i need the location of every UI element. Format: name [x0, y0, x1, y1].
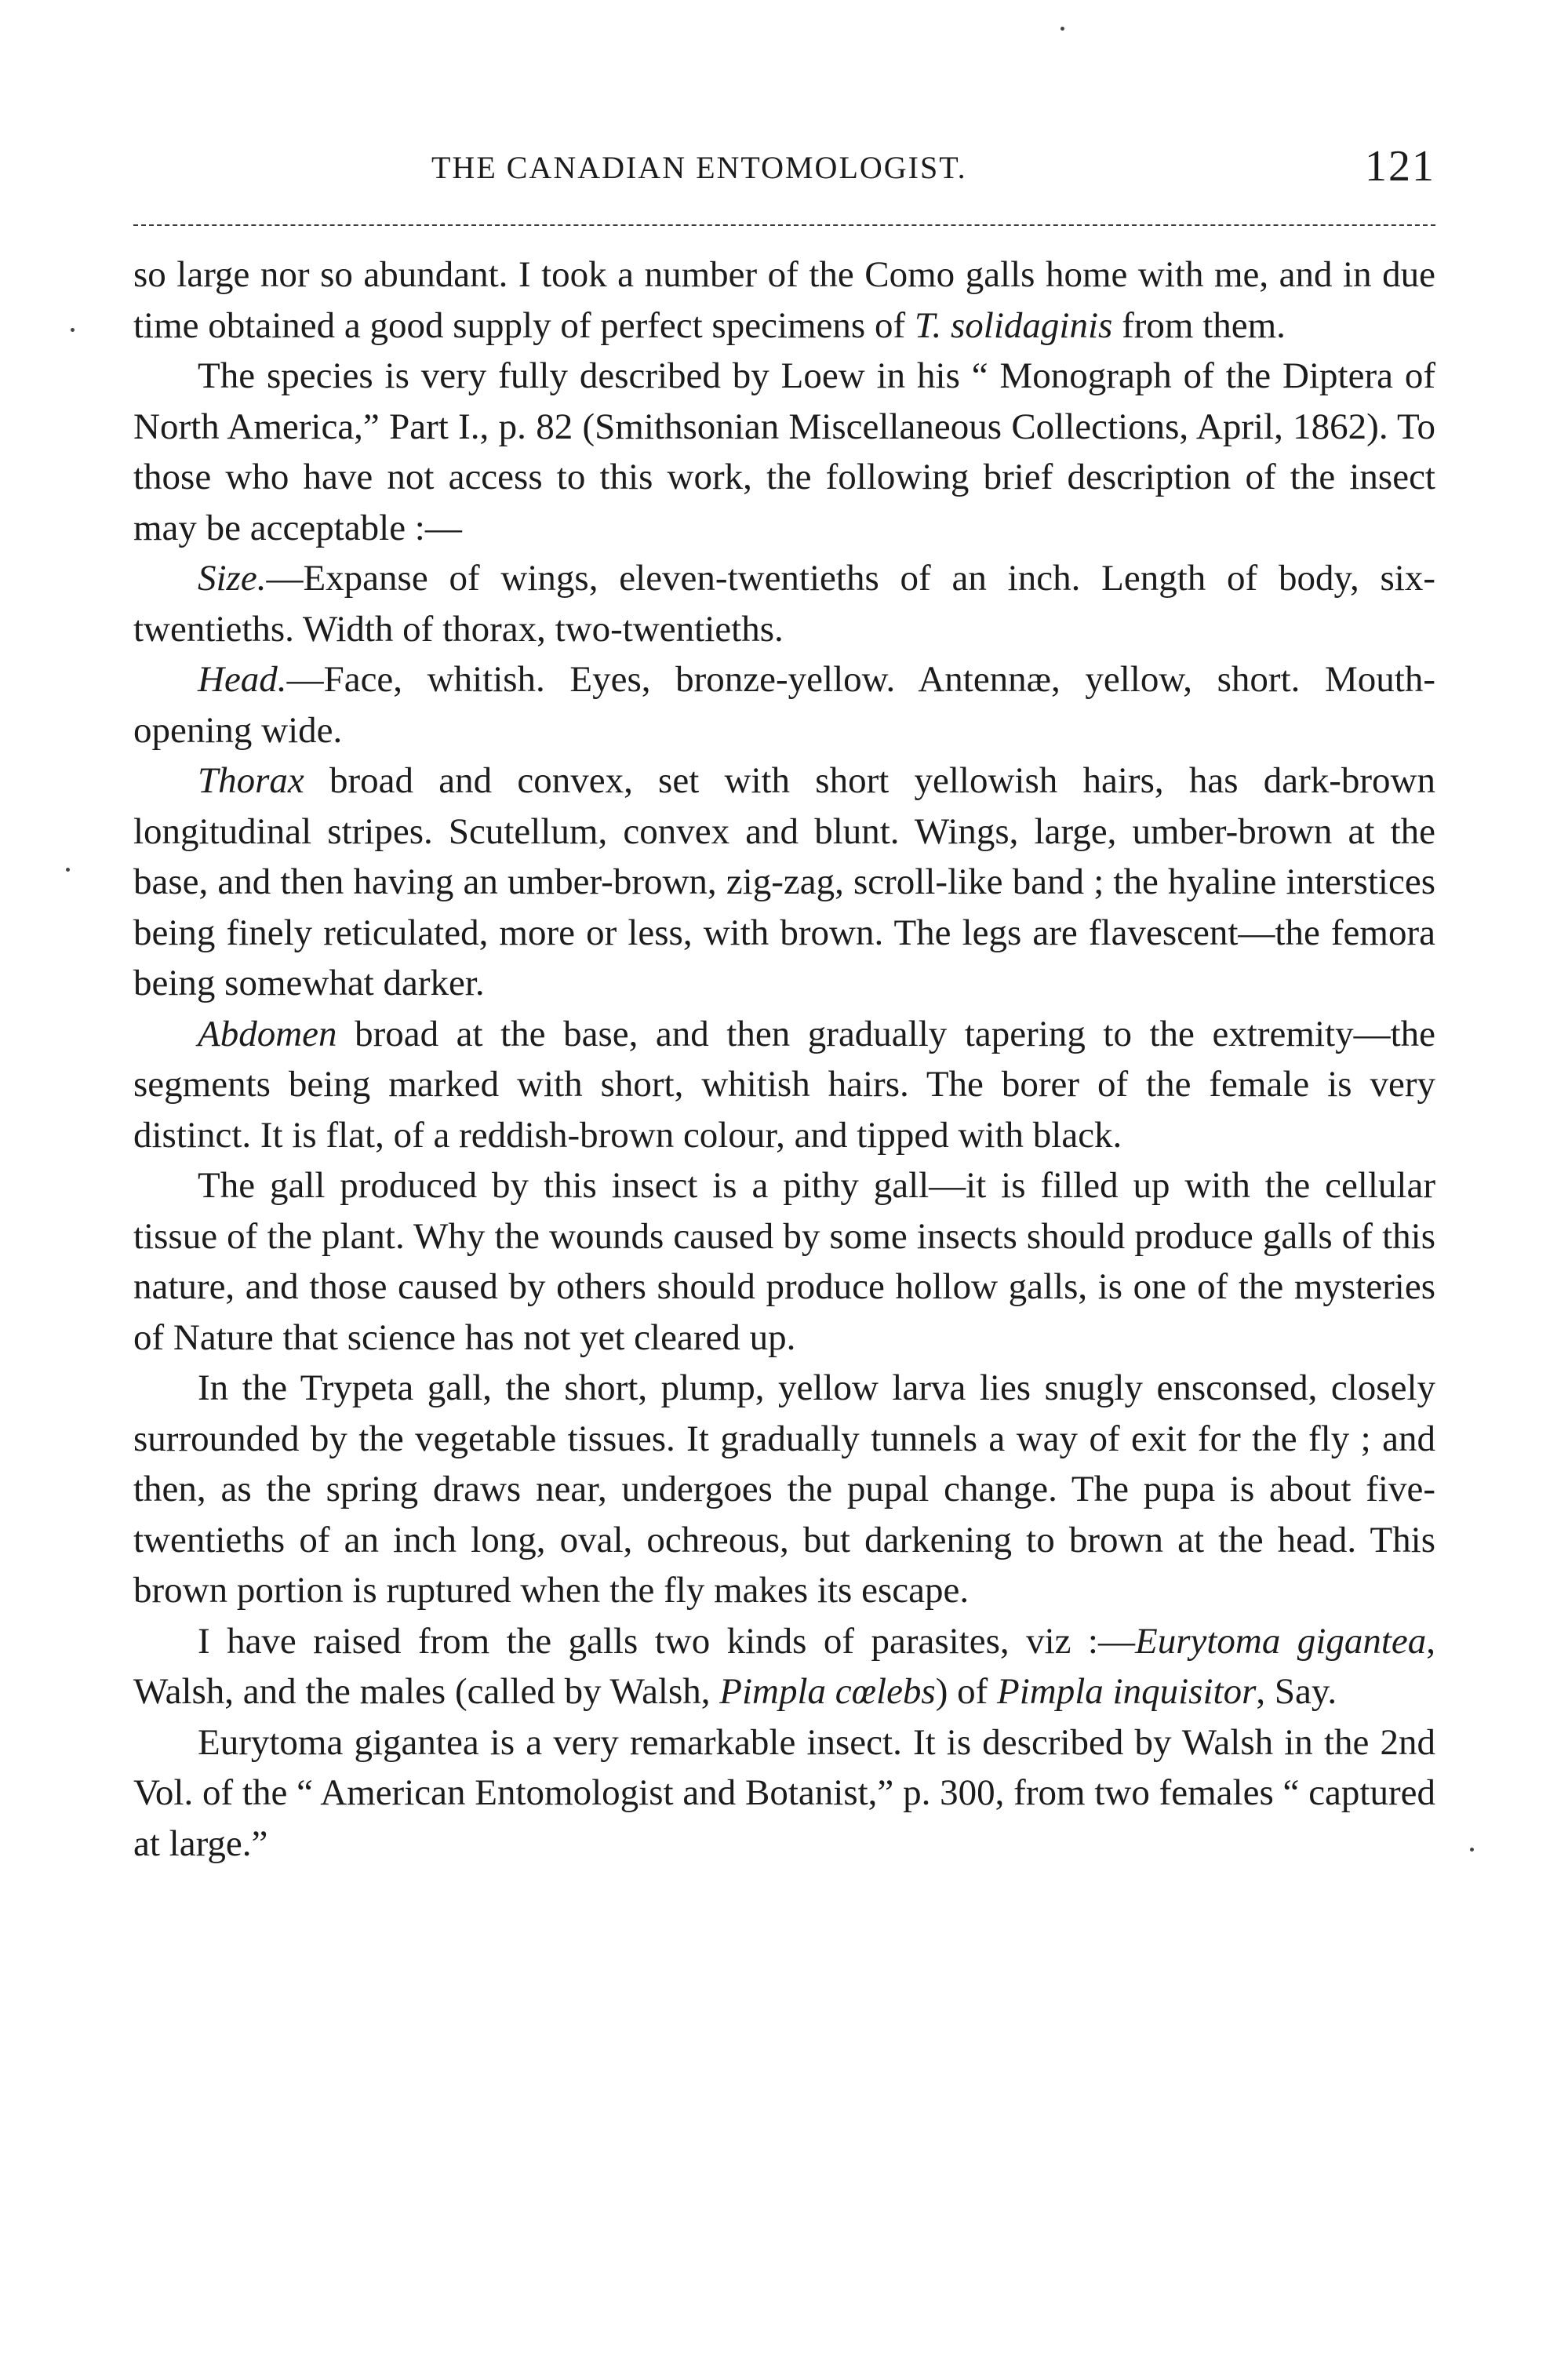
body-text [133, 249, 1435, 1869]
paragraph-gall: The gall produced by this insect is a pithy gall—it is filled up with the cellular tissue of the plant. Why the wounds caused by some insects should produce galls of this nature, and those caused by others should produce hollow galls, is one of the mysteries of Nature that science has not yet cleared up. [133, 1165, 1435, 1358]
paragraph-head: Head.—Face, whitish. Eyes, bronze-yellow. Antennæ, yellow, short. Mouth-opening wide. [133, 659, 1435, 751]
paragraph-1: so large nor so abundant. I took a number of the Como galls home with me, and in due time obtained a good supply of perfect specimens of T. solidaginis from them. [133, 254, 1435, 346]
print-speck [71, 328, 75, 332]
paragraph-size: Size.—Expanse of wings, eleven-twentieths of an inch. Length of body, six-twentieths. Width of thorax, two-twentieths. [133, 558, 1435, 650]
paragraph-abdomen: Abdomen broad at the base, and then gradually tapering to the extremity—the segments being marked with short, whitish hairs. The borer of the female is very distinct. It is flat, of a reddish-brown colour, and tipped with black. [133, 1013, 1435, 1156]
paragraph-eurytoma: Eurytoma gigantea is a very remarkable insect. It is described by Walsh in the 2nd Vol. of the “ American Entomologist and Botanist,” p. 300, from two females “ captured at large.” [133, 1721, 1435, 1864]
page-number: 121 [1365, 142, 1435, 191]
running-title: THE CANADIAN ENTOMOLOGIST. [431, 150, 967, 185]
paragraph-parasites: I have raised from the galls two kinds of parasites, viz :—Eurytoma gigantea, Walsh, and the males (called by Walsh, Pimpla cœlebs) of Pimpla inquisitor, Say. [133, 1620, 1435, 1712]
page-header [133, 142, 1435, 212]
header-rule [133, 224, 1435, 226]
paragraph-2: The species is very fully described by Loew in his “ Monograph of the Diptera of North America,” Part I., p. 82 (Smithsonian Miscellaneous Collections, April, 1862). To those who have not access to this work, the following brief description of the insect may be acceptable :— [133, 355, 1435, 548]
print-speck [1060, 27, 1064, 31]
paragraph-larva: In the Trypeta gall, the short, plump, yellow larva lies snugly ensconsed, closely surrounded by the vegetable tissues. It gradually tunnels a way of exit for the fly ; and then, as the spring draws near, undergoes the pupal change. The pupa is about five-twentieths of an inch long, oval, ochreous, but darkening to brown at the head. This brown portion is ruptured when the fly makes its escape. [133, 1367, 1435, 1611]
print-speck [66, 868, 70, 872]
paragraph-thorax: Thorax broad and convex, set with short yellowish hairs, has dark-brown longitudinal stripes. Scutellum, convex and blunt. Wings, large, umber-brown at the base, and then having an umber-brown, zig-zag, scroll-like band ; the hyaline interstices being finely reticulated, more or less, with brown. The legs are flavescent—the femora being somewhat darker. [133, 760, 1435, 1003]
print-speck [1470, 1848, 1474, 1852]
